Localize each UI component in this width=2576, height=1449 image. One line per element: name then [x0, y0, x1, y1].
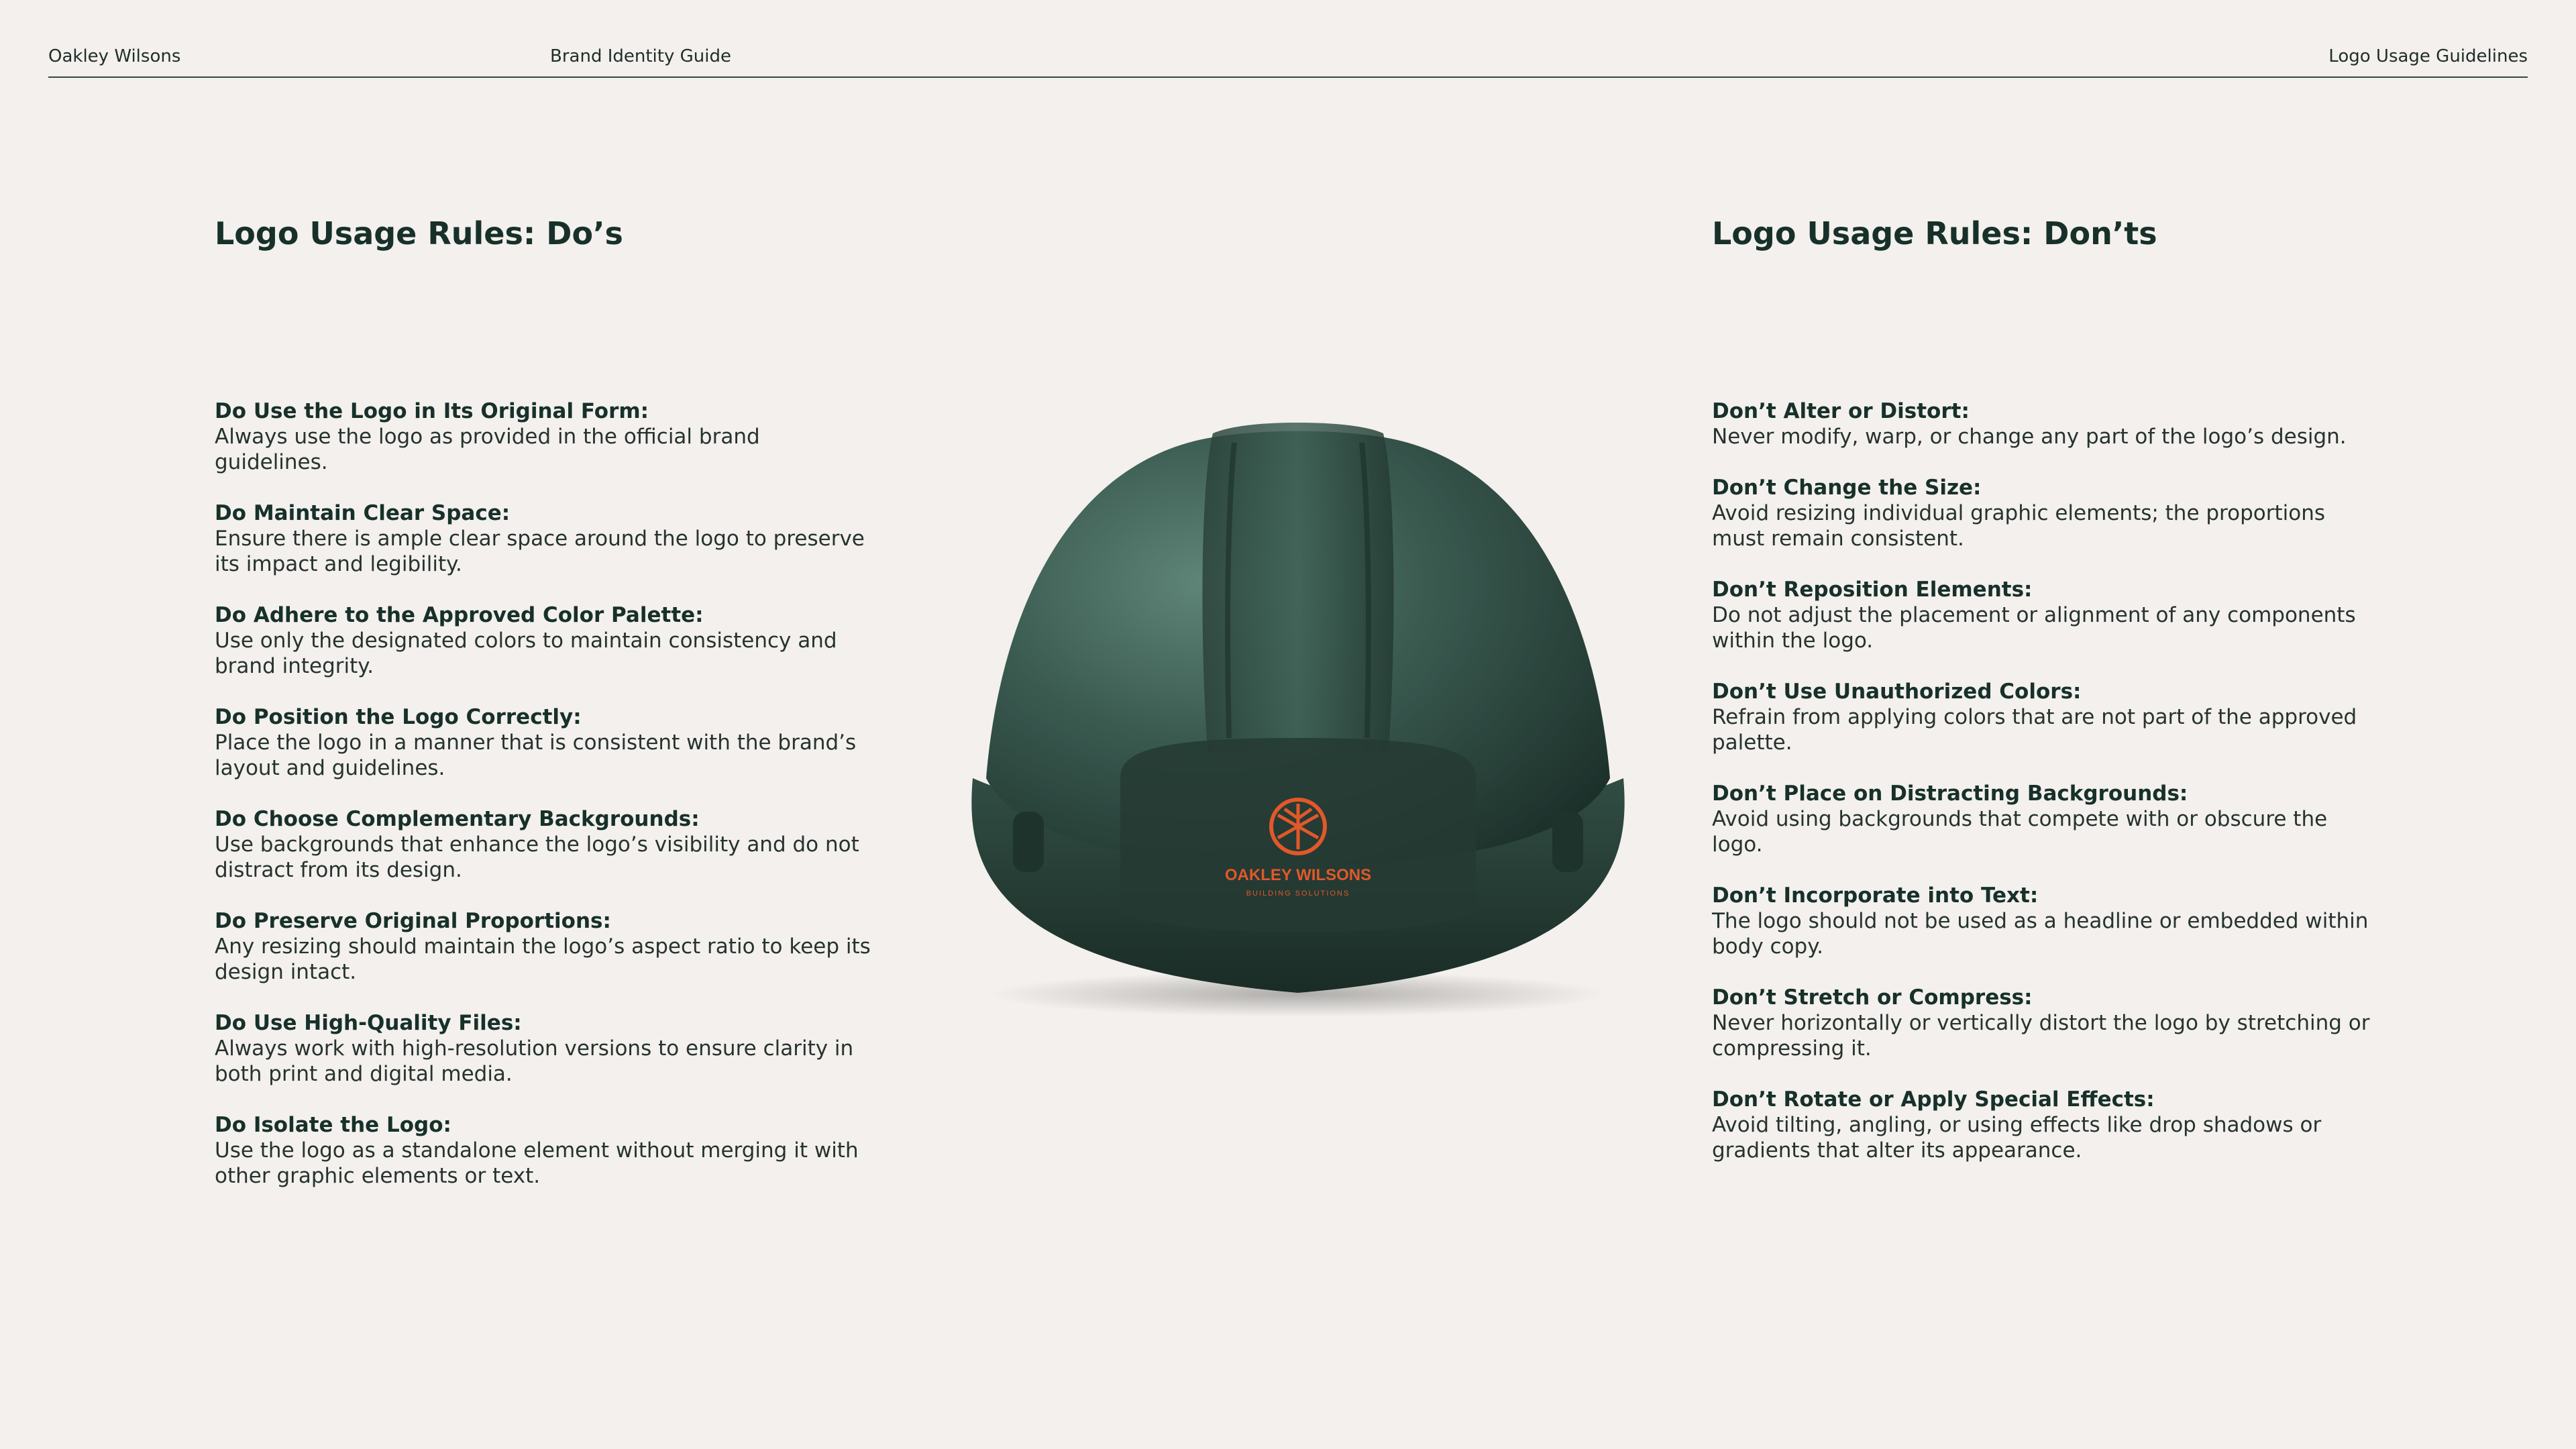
donts-rule-description: Never modify, warp, or change any part of the logo’s design.: [1712, 425, 2347, 449]
donts-rule-description: Avoid tilting, angling, or using effects like drop shadows or gradients that alter its appearance.: [1712, 1113, 2322, 1163]
donts-rule-title: Don’t Place on Distracting Backgrounds:: [1712, 782, 2188, 806]
dos-rule-description: Use only the designated colors to maintain consistency and brand integrity.: [215, 629, 837, 678]
donts-rule-list: [1712, 398, 2376, 1189]
donts-rule-title: Don’t Stretch or Compress:: [1712, 985, 2033, 1010]
dos-rule-description: Use backgrounds that enhance the logo’s visibility and do not distract from its design.: [215, 833, 859, 882]
dos-rule-list: [215, 398, 872, 1214]
hard-hat-illustration: [953, 402, 1644, 1026]
dos-rule-title: Do Adhere to the Approved Color Palette:: [215, 603, 704, 627]
donts-rule-title: Don’t Use Unauthorized Colors:: [1712, 680, 2082, 704]
dos-rule-item: [215, 1010, 872, 1087]
donts-rule-description: The logo should not be used as a headline or embedded within body copy.: [1712, 909, 2369, 959]
helmet-right-clip: [1552, 812, 1583, 872]
header-document-title: Brand Identity Guide: [550, 46, 731, 66]
donts-rule-description: Never horizontally or vertically distort the logo by stretching or compressing it.: [1712, 1011, 2370, 1061]
dos-rule-item: [215, 398, 872, 475]
dos-rule-description: Ensure there is ample clear space around the logo to preserve its impact and legibility.: [215, 527, 865, 576]
hard-hat-mockup: [953, 402, 1644, 1026]
donts-rule-title: Don’t Incorporate into Text:: [1712, 883, 2039, 908]
donts-rule-item: [1712, 679, 2376, 755]
dos-rule-description: Place the logo in a manner that is consistent with the brand’s layout and guidelines.: [215, 731, 857, 780]
helmet-logo-wordmark: OAKLEY WILSONS: [1224, 866, 1372, 884]
dos-rule-description: Always work with high-resolution versions to ensure clarity in both print and digital media.: [215, 1036, 854, 1086]
dos-rule-item: [215, 806, 872, 883]
dos-rule-item: [215, 704, 872, 781]
donts-rule-item: [1712, 398, 2376, 449]
donts-rule-title: Don’t Rotate or Apply Special Effects:: [1712, 1087, 2155, 1112]
dos-rule-title: Do Use High-Quality Files:: [215, 1011, 522, 1035]
donts-rule-title: Don’t Reposition Elements:: [1712, 578, 2033, 602]
dos-rule-item: [215, 500, 872, 577]
helmet-logo-tagline: BUILDING SOLUTIONS: [1246, 890, 1350, 898]
dos-rule-title: Do Choose Complementary Backgrounds:: [215, 807, 700, 831]
header-section-title: Logo Usage Guidelines: [2328, 46, 2528, 66]
dos-rule-item: [215, 908, 872, 985]
dos-rule-title: Do Preserve Original Proportions:: [215, 909, 611, 933]
donts-rule-description: Avoid resizing individual graphic elements; the proportions must remain consistent.: [1712, 501, 2326, 551]
dos-rule-item: [215, 602, 872, 679]
header-divider: [48, 76, 2528, 78]
dos-rule-description: Use the logo as a standalone element without merging it with other graphic elements or text.: [215, 1138, 859, 1188]
dos-rule-item: [215, 1112, 872, 1189]
header-brand-name: Oakley Wilsons: [48, 46, 181, 66]
donts-rule-description: Do not adjust the placement or alignment of any components within the logo.: [1712, 603, 2356, 653]
donts-rule-item: [1712, 883, 2376, 959]
donts-rule-title: Don’t Change the Size:: [1712, 476, 1982, 500]
dos-heading: Logo Usage Rules: Do’s: [215, 215, 623, 252]
donts-heading: Logo Usage Rules: Don’ts: [1712, 215, 2157, 252]
donts-rule-description: Avoid using backgrounds that compete with or obscure the logo.: [1712, 807, 2328, 857]
dos-rule-title: Do Maintain Clear Space:: [215, 501, 511, 525]
dos-rule-title: Do Use the Logo in Its Original Form:: [215, 399, 649, 423]
donts-rule-item: [1712, 1087, 2376, 1163]
donts-rule-item: [1712, 985, 2376, 1061]
donts-rule-item: [1712, 475, 2376, 551]
dos-rule-description: Always use the logo as provided in the official brand guidelines.: [215, 425, 760, 474]
dos-rule-description: Any resizing should maintain the logo’s aspect ratio to keep its design intact.: [215, 934, 871, 984]
donts-rule-description: Refrain from applying colors that are not part of the approved palette.: [1712, 705, 2357, 755]
helmet-left-clip: [1013, 812, 1044, 872]
dos-rule-title: Do Position the Logo Correctly:: [215, 705, 582, 729]
dos-rule-title: Do Isolate the Logo:: [215, 1113, 451, 1137]
donts-rule-item: [1712, 577, 2376, 653]
donts-rule-title: Don’t Alter or Distort:: [1712, 399, 1970, 423]
donts-rule-item: [1712, 781, 2376, 857]
